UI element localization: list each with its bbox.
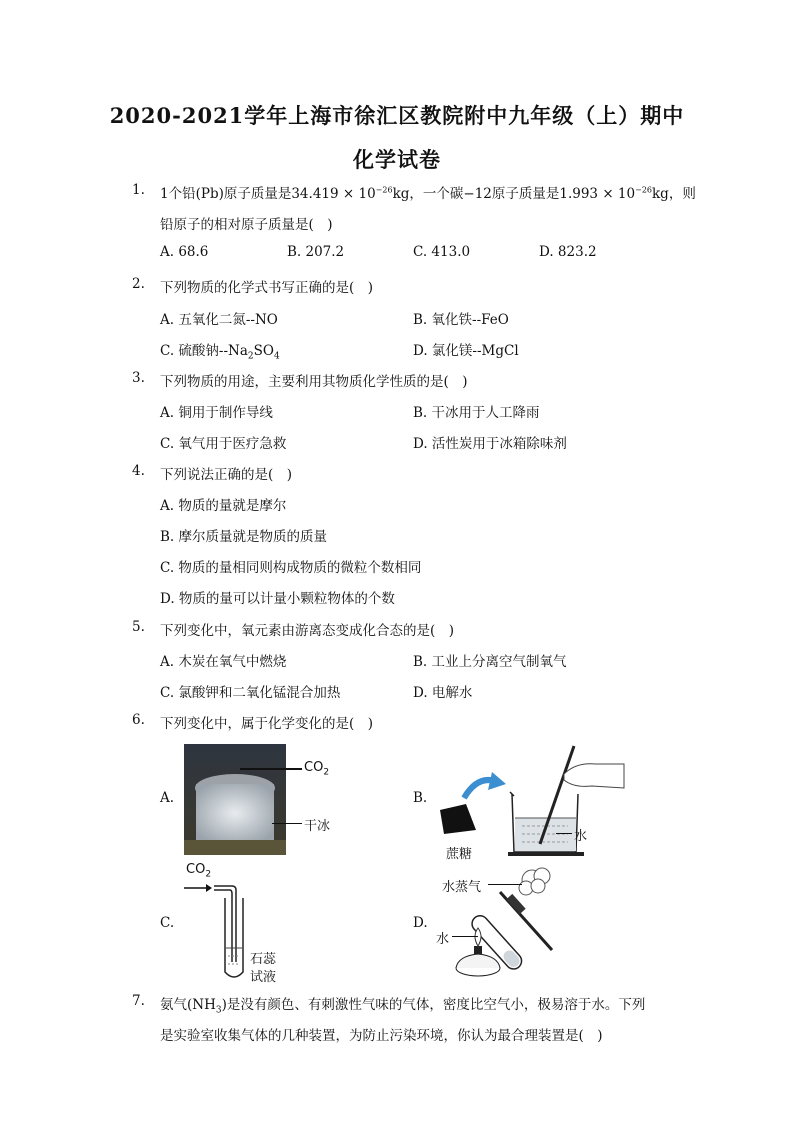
question-3-option-d[interactable]: D. 活性炭用于冰箱除味剂 — [413, 436, 567, 452]
water-label-d: 水 — [436, 932, 450, 947]
co2-label: $CO_2$ — [304, 760, 330, 778]
question-6-option-c[interactable]: C. — [160, 915, 175, 931]
question-4-option-c[interactable]: C. 物质的量相同则构成物质的微粒个数相同 — [160, 560, 422, 576]
question-6-option-d[interactable]: D. — [413, 915, 428, 931]
question-1-option-a[interactable]: A. 68.6 — [160, 244, 209, 260]
question-1-option-d[interactable]: D. 823.2 — [539, 244, 597, 260]
question-5-option-b[interactable]: B. 工业上分离空气制氧气 — [413, 654, 567, 670]
question-4-option-b[interactable]: B. 摩尔质量就是物质的质量 — [160, 529, 328, 545]
dry-ice-label: 干冰 — [304, 819, 331, 834]
question-4-stem: 下列说法正确的是( ) — [160, 467, 293, 483]
question-4-option-a[interactable]: A. 物质的量就是摩尔 — [160, 498, 287, 514]
question-6-number: 6. — [132, 712, 145, 728]
question-3-number: 3. — [132, 370, 145, 386]
dry-ice-pointer-line — [272, 823, 302, 824]
question-2-option-b[interactable]: B. 氧化铁--FeO — [413, 312, 509, 328]
question-4-number: 4. — [132, 463, 145, 479]
question-2-option-d[interactable]: D. 氯化镁--MgCl — [413, 343, 519, 359]
question-5-option-c[interactable]: C. 氯酸钾和二氧化锰混合加热 — [160, 685, 341, 701]
question-2-number: 2. — [132, 276, 145, 292]
steam-pointer-line — [488, 884, 522, 885]
question-5-option-a[interactable]: A. 木炭在氧气中燃烧 — [160, 654, 287, 670]
question-2-option-a[interactable]: A. 五氧化二氮--NO — [160, 312, 278, 328]
paper-title-line2: 化学试卷 — [353, 147, 441, 172]
litmus-label-line1: 石蕊 — [250, 952, 277, 967]
co2-label-c: $CO_2$ — [186, 862, 212, 880]
question-3-option-a[interactable]: A. 铜用于制作导线 — [160, 405, 273, 421]
question-3-stem: 下列物质的用途，主要利用其物质化学性质的是( ) — [160, 374, 468, 390]
question-3-option-c[interactable]: C. 氧气用于医疗急救 — [160, 436, 287, 452]
steam-label: 水蒸气 — [442, 880, 482, 895]
question-6-option-b[interactable]: B. — [413, 790, 428, 806]
question-5-stem: 下列变化中，氧元素由游离态变成化合态的是( ) — [160, 623, 455, 639]
water-pointer-line-d — [452, 936, 478, 937]
question-5-option-d[interactable]: D. 电解水 — [413, 685, 473, 701]
question-1-stem: 1个铅(Pb)原子质量是$34.419 \times 10^{-26}kg$，一个碳−12原子质量是$1.993 \times 10^{-26}kg$，则 — [160, 185, 696, 202]
question-2-stem: 下列物质的化学式书写正确的是( ) — [160, 280, 374, 296]
question-7-number: 7. — [132, 993, 145, 1009]
question-2-option-c[interactable]: C. 硫酸钠$--Na_2SO_4$ — [160, 343, 280, 362]
sugar-label: 蔗糖 — [446, 847, 473, 862]
paper-title-line1: 2020-2021学年上海市徐汇区教院附中九年级（上）期中 — [109, 103, 685, 128]
question-4-option-d[interactable]: D. 物质的量可以计量小颗粒物体的个数 — [160, 591, 395, 607]
question-1-stem-line2: 铅原子的相对原子质量是( ) — [160, 217, 333, 233]
litmus-label-line2: 试液 — [250, 970, 277, 985]
question-1-option-c[interactable]: C. 413.0 — [413, 244, 471, 260]
co2-pointer-line — [240, 768, 302, 770]
water-pointer-line-b — [556, 833, 572, 834]
question-7-stem: 氨气$(NH_3)$是没有颜色、有刺激性气味的气体，密度比空气小，极易溶于水。下列 — [160, 997, 646, 1016]
question-3-option-b[interactable]: B. 干冰用于人工降雨 — [413, 405, 540, 421]
question-1-option-b[interactable]: B. 207.2 — [287, 244, 345, 260]
question-6-option-a[interactable]: A. — [160, 790, 175, 806]
dry-ice-photo — [184, 744, 286, 855]
water-label-b: 水 — [574, 829, 588, 844]
question-7-stem-line2: 是实验室收集气体的几种装置，为防止污染环境，你认为最合理装置是( ) — [160, 1028, 603, 1044]
question-1-number: 1. — [132, 182, 145, 198]
question-5-number: 5. — [132, 619, 145, 635]
question-6-stem: 下列变化中，属于化学变化的是( ) — [160, 716, 374, 732]
